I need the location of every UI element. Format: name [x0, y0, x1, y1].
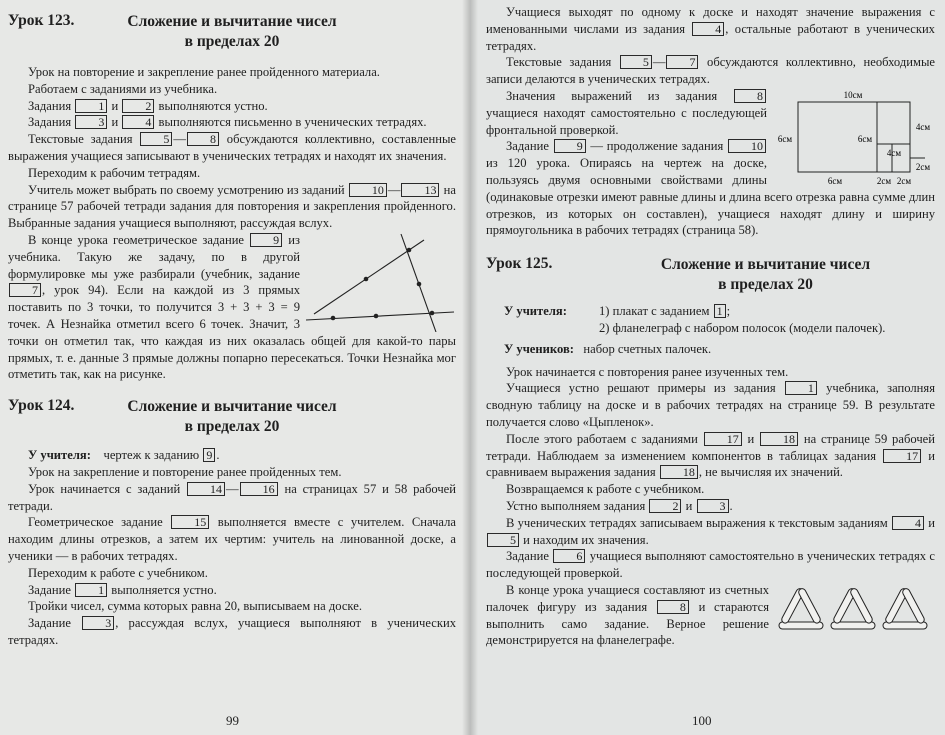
task-box: 5: [140, 132, 172, 146]
label-left: 6см: [777, 133, 793, 144]
task-line: Задание 1 выполняется устно.: [28, 582, 217, 597]
text-line: Тройки чисел, сумма которых равна 20, выписываем на доске.: [28, 599, 362, 614]
task-box: 8: [187, 132, 219, 146]
task-box: 18: [760, 432, 798, 446]
triangle-lines-figure: [306, 232, 456, 332]
task-box: 2: [649, 499, 681, 513]
task-box: 4: [122, 115, 154, 129]
task-box: 8: [657, 600, 689, 614]
lesson-125-title-line2: в пределах 20: [718, 276, 813, 294]
task-box: 9: [203, 448, 215, 462]
text-line: Переходим к рабочим тетрадям.: [28, 165, 201, 180]
lesson-124-header: [8, 393, 456, 439]
stick: [849, 587, 873, 624]
geometry-paragraph: В конце урока геометрическое задание 9 из учебника. Такую же задачу, по в другой формулировке мы уже разбирали (учебник, задание 7 , урок 94). Если на каждой из 3 прямых поставить по 3 точки, то получится 3 + 3 + 3 = 9 точек. А Незнайка отметил всего 6 точек. Значит, 3 точки он отметил так, что каждая из них оказалась общей для какой-то пары прямых, т. е. данные 3 прямые должны попарно пересекаться. Точки Незнайка мог отметить так, как на рисунке.: [8, 232, 456, 382]
figure-point: [407, 248, 412, 253]
lesson-123-title-line2: в пределах 20: [184, 33, 280, 50]
figure-point: [331, 316, 336, 321]
task-box: 9: [554, 139, 586, 153]
task-box: 5: [487, 533, 519, 547]
task-line: Задания 3 и 4 выполняются письменно в ученических тетрадях.: [28, 115, 427, 130]
lesson-125-title: [596, 255, 935, 295]
figure-point: [430, 311, 435, 316]
task-paragraph: Урок начинается с заданий 14 — 16 на страницах 57 и 58 рабочей тетради.: [8, 481, 456, 513]
book-spine-shadow: [462, 0, 478, 735]
task-box: 3: [75, 115, 107, 129]
task-paragraph: Текстовые задания 5 — 7 обсуждаются коллективно, необходимые записи делаются в ученических тетрадях.: [486, 55, 936, 87]
task-paragraph: Учащиеся выходят по одному к доске и находят значение выражения с именованными числами из задания 4 , остальные работают в ученических тетрадях.: [486, 5, 935, 53]
task-box: 6: [553, 549, 585, 563]
task-box: 1: [714, 304, 726, 318]
task-box: 13: [401, 183, 439, 197]
task-box: 1: [785, 381, 817, 395]
task-box: 17: [704, 432, 742, 446]
lesson-125-number: Урок 125.: [486, 255, 553, 273]
task-paragraph: В ученических тетрадях записываем выражения к текстовым заданиям 4 и 5 и находим их значения.: [486, 515, 935, 549]
label-inner: 6см: [857, 133, 873, 144]
label-bottom2: 2см: [876, 175, 892, 186]
task-paragraph: Задание 9 — продолжение задания 10 из 120 урока. Опираясь на чертеж на доске, пользуясь двумя основными свойствами длины (одинаковые отрезки имеют равные длины и длина всего отрезка равна сумме длин отрезков, из которых он составлен), учащиеся находят длину и ширину прямоугольника в рабочих тетрадях (страница 58).: [486, 139, 935, 238]
task-paragraph: В конце урока учащиеся составляют из счетных палочек фигуру из задания 8 и стараются выполнить само задание. Верное решение демонстрируется на фланелеграфе.: [486, 582, 935, 649]
lesson-124-title-line1: Сложение и вычитание чисел: [127, 398, 337, 416]
label-right: 4см: [915, 121, 931, 132]
text-line: Переходим к работе с учебником.: [28, 565, 208, 580]
task-box: 3: [82, 616, 114, 630]
task-paragraph: Геометрическое задание 15 выполняется вместе с учителем. Сначала находим длины отрезков, а затем их чертим: учитель на линованной доске, а ученики — в рабочих тетрадях.: [8, 515, 456, 563]
teacher-label: У учителя:: [504, 304, 567, 319]
label-bottom3: 2см: [896, 175, 912, 186]
task-box: 17: [883, 449, 921, 463]
text-line: Возвращаемся к работе с учебником.: [506, 482, 705, 497]
label-bottom1: 6см: [827, 175, 843, 186]
label-small: 4см: [886, 147, 902, 158]
task-box: 4: [892, 516, 924, 530]
task-paragraph: После этого работаем с заданиями 17 и 18 на странице 59 рабочей тетради. Наблюдаем за изменением компонентов в таблицах задания 17 и сравниваем выражения задания 18 , не вычисляя их значений.: [486, 431, 935, 480]
lesson-125-header: [486, 251, 935, 297]
task-paragraph: Задание 3 , рассуждая вслух, учащиеся выполняют в ученических тетрадях.: [8, 616, 456, 647]
task-paragraph: Учитель может выбрать по своему усмотрению из заданий 10 — 13 на странице 57 рабочей тетради задания для повторения и закрепления пройденного. Выбранные задания учащиеся выполняют, рассуждая вслух.: [8, 182, 457, 231]
task-box: 15: [171, 515, 209, 529]
teacher-list: [486, 303, 935, 337]
teacher-item-2: 2) фланелеграф с набором полосок (модели палочек).: [599, 320, 886, 335]
task-box: 14: [187, 482, 225, 496]
teacher-item-1: 1) плакат с заданием 1 ;: [599, 304, 731, 319]
text-line: Урок на закрепление и повторение ранее пройденных тем.: [28, 464, 342, 479]
figure-point: [374, 314, 379, 319]
text-line: Работаем с заданиями из учебника.: [28, 81, 218, 96]
teacher-items: [599, 303, 885, 337]
task-box: 4: [692, 22, 724, 36]
lesson-123-number: Урок 123.: [8, 12, 75, 29]
teacher-line: У учителя: чертеж к заданию 9 .: [28, 448, 220, 463]
task-paragraph: Учащиеся устно решают примеры из задания 1 учебника, заполняя сводную таблицу на доске и в рабочих тетрадях на странице 59. В результате получается слово «Цыпленок».: [486, 381, 935, 429]
task-box: 7: [9, 283, 41, 297]
text-line: Урок на повторение и закрепление ранее пройденного материала.: [28, 65, 380, 79]
task-box: 3: [697, 499, 729, 513]
left-page: [0, 0, 470, 735]
task-box: 10: [349, 183, 387, 197]
stick: [901, 587, 925, 624]
task-box: 5: [620, 55, 652, 69]
right-page: [470, 0, 945, 735]
lesson-123-title: [8, 12, 456, 52]
lesson-123-title-line1: Сложение и вычитание чисел: [127, 13, 337, 30]
lesson-124-number: Урок 124.: [8, 397, 75, 415]
rectangle-diagram: [773, 90, 935, 188]
text-line: Урок начинается с повторения ранее изученных тем.: [506, 364, 789, 379]
counting-sticks-figure: [775, 586, 935, 634]
task-paragraph: Задание 6 учащиеся выполняют самостоятельно в ученических тетрадях с последующей проверкой.: [486, 549, 936, 581]
task-paragraph: Текстовые задания 5 — 8 обсуждаются коллективно, составленные выражения учащиеся записывают в ученических тетрадях и находят их значения.: [8, 132, 457, 163]
label-right2: 2см: [915, 161, 931, 172]
students-line: У учеников: набор счетных палочек.: [504, 341, 712, 356]
page-number: 100: [692, 713, 712, 728]
figure-point: [417, 282, 422, 287]
page-number: 99: [226, 713, 239, 728]
task-box: 8: [734, 89, 766, 103]
outer-rectangle: [798, 102, 910, 172]
task-line: Устно выполняем задания 2 и 3 .: [506, 498, 733, 513]
label-top: 10см: [843, 89, 863, 100]
task-box: 9: [250, 233, 282, 247]
lesson-123-header: [8, 8, 456, 54]
lesson-125-title-line1: Сложение и вычитание чисел: [660, 256, 871, 274]
lesson-124-title-line2: в пределах 20: [184, 418, 280, 436]
lesson-124-title: [8, 397, 456, 437]
task-box: 18: [660, 465, 698, 479]
task-box: 1: [75, 583, 107, 597]
stick: [797, 587, 821, 624]
task-box: 1: [75, 99, 107, 113]
task-box: 2: [122, 99, 154, 113]
task-box: 7: [666, 55, 698, 69]
task-paragraph: Значения выражений из задания 8 учащиеся находят самостоятельно с последующей фронтальной проверкой.: [486, 88, 767, 137]
figure-point: [364, 277, 369, 282]
task-box: 16: [240, 482, 278, 496]
task-box: 10: [728, 139, 766, 153]
task-line: Задания 1 и 2 выполняются устно.: [28, 98, 268, 113]
